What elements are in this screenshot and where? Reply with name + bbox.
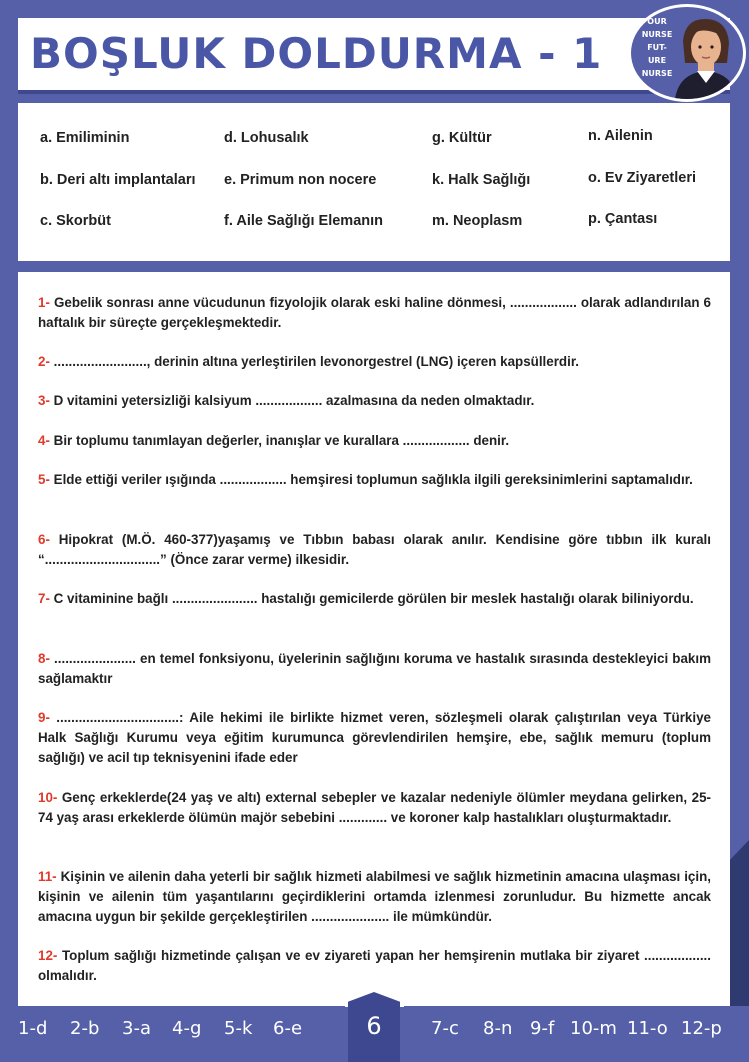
page-title: BOŞLUK DOLDURMA - 1 bbox=[30, 29, 603, 78]
answer-5: 5-k bbox=[224, 1018, 253, 1039]
option-c: c. Skorbüt bbox=[40, 213, 111, 229]
answer-key-footer bbox=[0, 1006, 749, 1060]
answer-options-panel bbox=[18, 103, 730, 261]
nurse-portrait-icon bbox=[669, 11, 741, 99]
option-e: e. Primum non nocere bbox=[224, 172, 377, 188]
title-bar bbox=[18, 18, 730, 94]
question-10: 10- Genç erkeklerde(24 yaş ve altı) external sebepler ve kazalar nedeniyle ölümler meydana gelirken, 25-74 yaş arası erkeklerde ölümün majör sebebini ............. ve koroner kalp hastalıkları oluşturmaktadır. bbox=[38, 790, 711, 825]
answer-3: 3-a bbox=[122, 1018, 151, 1039]
option-d: d. Lohusalık bbox=[224, 130, 309, 146]
question-5: 5- Elde ettiği veriler ışığında .................. hemşiresi toplumun sağlıkla ilgili gereksinimlerini saptamalıdır. bbox=[38, 472, 693, 487]
question-3: 3- D vitamini yetersizliği kalsiyum .................. azalmasına da neden olmaktadır. bbox=[38, 393, 535, 408]
answer-11: 11-o bbox=[627, 1018, 668, 1039]
page-number: 6 bbox=[366, 1012, 382, 1040]
question-7: 7- C vitaminine bağlı ....................... hastalığı gemicilerde görülen bir meslek hastalığı olarak biliniyordu. bbox=[38, 591, 694, 606]
option-f: f. Aile Sağlığı Elemanın bbox=[224, 213, 383, 229]
answer-2: 2-b bbox=[70, 1018, 100, 1039]
question-6: 6- Hipokrat (M.Ö. 460-377)yaşamış ve Tıbbın babası olarak anılır. Kendisine göre tıbbın ilk kuralı “...............................” (Önce zarar verme) ilkesidir. bbox=[38, 532, 711, 567]
question-1: 1- Gebelik sonrası anne vücudunun fizyolojik olarak eski haline dönmesi, .................. olarak adlandırılan 6 haftalık bir süreçte gerçekleşmektedir. bbox=[38, 295, 711, 330]
answer-12: 12-p bbox=[681, 1018, 722, 1039]
logo-text: OUR NURSE FUT- URE NURSE bbox=[641, 17, 673, 78]
answer-10: 10-m bbox=[570, 1018, 617, 1039]
questions-panel bbox=[18, 272, 730, 1007]
answer-8: 8-n bbox=[483, 1018, 513, 1039]
answer-7: 7-c bbox=[431, 1018, 459, 1039]
option-n: n. Ailenin bbox=[588, 128, 653, 144]
answer-6: 6-e bbox=[273, 1018, 303, 1039]
question-12: 12- Toplum sağlığı hizmetinde çalışan ve ev ziyareti yapan her hemşirenin mutlaka bir ziyaret .................. olmalıdır. bbox=[38, 948, 711, 983]
question-9: 9- .................................: Aile hekimi ile birlikte hizmet veren, sözleşmeli olarak çalıştırılan veya Türkiye Halk Sağlığı Kurumu veya eğitim kurumunca görevlendirilen hemşire, ebe, sağlık memuru (toplum sağlığı) ve acil tıp teknisyenini ifade eder bbox=[38, 710, 711, 765]
answer-key-right-strip bbox=[404, 1006, 749, 1060]
option-b: b. Deri altı implantaları bbox=[40, 172, 196, 188]
question-2: 2- ........................., derinin altına yerleştirilen levonorgestrel (LNG) içeren kapsüllerdir. bbox=[38, 354, 580, 369]
answer-1: 1-d bbox=[18, 1018, 48, 1039]
option-a: a. Emiliminin bbox=[40, 130, 130, 146]
answer-4: 4-g bbox=[172, 1018, 202, 1039]
option-m: m. Neoplasm bbox=[432, 213, 523, 229]
question-11: 11- Kişinin ve ailenin daha yeterli bir sağlık hizmeti alabilmesi ve sağlık hizmetinin amacına ulaşması için, kişinin ve ailenin tüm yaşantılarını geçirdiklerini ortamda izlenmesi zorunludur. Bu hizmette ancak amacına uygun bir şekilde gerçekleştirilen ..................... ile mümkündür. bbox=[38, 869, 711, 924]
answer-key-left-strip bbox=[0, 1006, 345, 1060]
option-k: k. Halk Sağlığı bbox=[432, 172, 531, 188]
question-8: 8- ...................... en temel fonksiyonu, üyelerinin sağlığını koruma ve hastalık sırasında destekleyici bakım sağlamaktır bbox=[38, 651, 711, 686]
option-p: p. Çantası bbox=[588, 211, 658, 227]
option-o: o. Ev Ziyaretleri bbox=[588, 170, 696, 186]
question-4: 4- Bir toplumu tanımlayan değerler, inanışlar ve kurallara .................. denir. bbox=[38, 433, 510, 448]
option-g: g. Kültür bbox=[432, 130, 492, 146]
answer-9: 9-f bbox=[530, 1018, 555, 1039]
logo bbox=[628, 4, 746, 102]
